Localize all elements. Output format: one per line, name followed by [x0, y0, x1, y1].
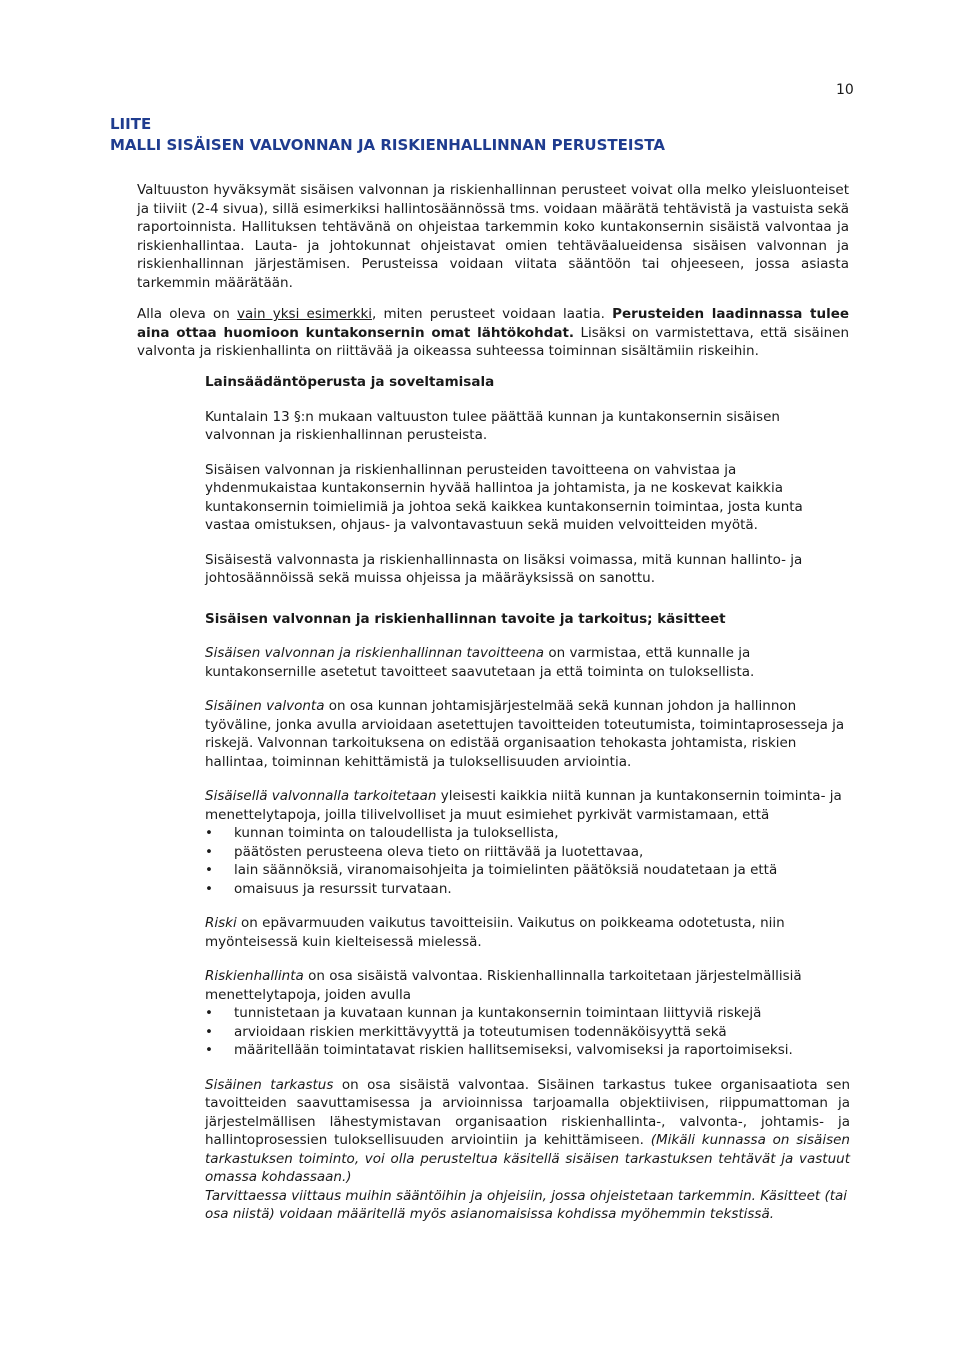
term-italic: Sisäisen valvonnan ja riskienhallinnan tavoitteena	[205, 645, 545, 661]
risk-paragraph	[205, 914, 850, 951]
intro-p2-bold-text: Perusteiden laadinnassa tulee aina ottaa huomioon kuntakonsernin omat lähtökohdat.	[137, 306, 850, 341]
intro-p2-text: Alla oleva on	[137, 306, 237, 322]
section-heading-legal-basis: Lainsäädäntöperusta ja soveltamisala	[205, 374, 495, 390]
risk-management-paragraph	[205, 967, 850, 1004]
legal-paragraph-3: Sisäisestä valvonnasta ja riskienhallinnasta on lisäksi voimassa, mitä kunnan hallinto- ja johtosäännöissä sekä muissa ohjeissa ja määräyksissä on sanottu.	[205, 551, 803, 586]
term-italic: Sisäisellä valvonnalla tarkoitetaan	[205, 788, 437, 804]
appendix-label: LIITE	[110, 115, 152, 133]
page-number: 10	[836, 82, 854, 98]
list-item: • lain säännöksiä, viranomaisohjeita ja toimielinten päätöksiä noudatetaan ja että	[205, 861, 850, 880]
list-item: • päätösten perusteena oleva tieto on riittävää ja luotettavaa,	[205, 843, 850, 862]
intro-paragraph-1: Valtuuston hyväksymät sisäisen valvonnan ja riskienhallinnan perusteet voivat olla melko yleisluonteiset ja tiiviit (2-4 sivua), sillä esimerkiksi hallintosäännössä tms. voidaan määrätä tehtävistä ja vastuista sekä raportoinnista. Hallituksen tehtävänä on ohjeistaa tarkemmin koko kuntakonsernin sisäistä valvontaa ja riskienhallintaa. Lauta- ja johtokunnat ohjeistavat omien tehtäväalueidensa sisäisen valvonnan ja riskienhallinnan järjestämisen. Perusteissa voidaan viitata sääntöön tai ohjeeseen, jossa asiasta tarkemmin määrätään.	[137, 182, 849, 291]
legal-paragraph-2: Sisäisen valvonnan ja riskienhallinnan perusteiden tavoitteena on vahvistaa ja yhdenmukaistaa kuntakonsernin hyvää hallintoa ja johtamista, ja ne koskevat kaikkia kuntakonsernin toimielimiä ja johtoa sekä kaikkea kuntakonsernin toimintaa, josta kunta vastaa omistuksen, ohjaus- ja valvontavastuun sekä muiden velvoitteiden myötä.	[205, 461, 803, 533]
document-title: MALLI SISÄISEN VALVONNAN JA RISKIENHALLINNAN PERUSTEISTA	[110, 136, 665, 154]
document-header	[110, 114, 665, 156]
legal-paragraph-1: Kuntalain 13 §:n mukaan valtuuston tulee päättää kunnan ja kuntakonsernin sisäisen valvonnan ja riskienhallinnan perusteista.	[205, 408, 780, 443]
intro-p2-text: Lisäksi on varmistettava, että sisäinen valvonta ja riskienhallinta on riittävää ja oikeassa suhteessa toiminnan sisältämiin riskeihin.	[137, 324, 849, 359]
internal-control-definition	[205, 787, 850, 824]
risk-management-list	[205, 1004, 850, 1060]
example-underlined-text: vain yksi esimerkki	[236, 306, 373, 322]
term-italic: Sisäinen valvonta	[205, 698, 325, 714]
term-definition: on osa sisäistä valvontaa. Riskienhallinnalla tarkoitetaan järjestelmällisiä menettelytapoja, joiden avulla	[205, 968, 802, 1003]
term-definition: on osa sisäistä valvontaa. Sisäinen tarkastus tukee organisaatiota sen tavoitteiden saavuttamisessa ja arvioinnissa tarjoamalla objektiivisen, riippumattoman ja järjestelmällisen lähestymistavan organisaation riskienhallinta-, valvonta-, johtamis- ja hallintoprosessien tuloksellisuuden arviointiin ja kehittämiseen.	[205, 1076, 850, 1148]
italic-note: (Mikäli kunnassa on sisäisen tarkastuksen toiminto, voi olla perusteltua käsitellä sisäisen tarkastuksen tehtävät ja vastuut omassa kohdassaan.)	[205, 1132, 850, 1185]
term-italic: Riskienhallinta	[205, 968, 304, 984]
term-definition: on osa kunnan johtamisjärjestelmää sekä kunnan johdon ja hallinnon työväline, jonka avulla arvioidaan asetettujen tavoitteiden toteutumista, toimintaprosesseja ja riskejä. Valvonnan tarkoituksena on edistää organisaation tehokasta johtamista, riskien hallintaa, toiminnan kehittämistä ja tuloksellisuuden arviointia.	[205, 698, 845, 770]
purpose-paragraph	[205, 644, 850, 681]
intro-p2-text: , miten perusteet voidaan laatia.	[372, 306, 613, 322]
section-heading-purpose: Sisäisen valvonnan ja riskienhallinnan tavoite ja tarkoitus; käsitteet	[205, 610, 726, 627]
control-goals-list	[205, 824, 850, 898]
list-item: • arvioidaan riskien merkittävyyttä ja toteutumisen todennäköisyyttä sekä	[205, 1023, 850, 1042]
list-item: • määritellään toimintatavat riskien hallitsemiseksi, valvomiseksi ja raportoimiseksi.	[205, 1041, 850, 1060]
term-definition: yleisesti kaikkia niitä kunnan ja kuntakonsernin toiminta- ja menettelytapoja, joilla tilivelvolliset ja muut esimiehet pyrkivät varmistamaan, että	[205, 788, 842, 823]
term-definition: on varmistaa, että kunnalle ja kuntakonsernille asetetut tavoitteet saavutetaan ja että toiminta on tuloksellista.	[205, 645, 755, 680]
list-item: • kunnan toiminta on taloudellista ja tuloksellista,	[205, 824, 850, 843]
term-italic: Sisäinen tarkastus	[205, 1076, 334, 1093]
list-item: • tunnistetaan ja kuvataan kunnan ja kuntakonsernin toimintaan liittyviä riskejä	[205, 1004, 850, 1023]
intro-paragraph-2	[137, 305, 849, 361]
list-item: • omaisuus ja resurssit turvataan.	[205, 880, 850, 899]
reference-note: Tarvittaessa viittaus muihin sääntöihin ja ohjeisiin, jossa ohjeistetaan tarkemmin. Käsitteet (tai osa niistä) voidaan määritellä myös asianomaisissa kohdissa myöhemmin tekstissä.	[205, 1187, 848, 1222]
internal-control-paragraph	[205, 697, 850, 771]
intro-section	[137, 181, 849, 374]
term-italic: Riski	[205, 915, 237, 931]
main-body	[205, 373, 850, 1240]
term-definition: on epävarmuuden vaikutus tavoitteisiin. Vaikutus on poikkeama odotetusta, niin myönteisessä kuin kielteisessä mielessä.	[205, 915, 785, 950]
internal-audit-paragraph	[205, 1076, 850, 1187]
